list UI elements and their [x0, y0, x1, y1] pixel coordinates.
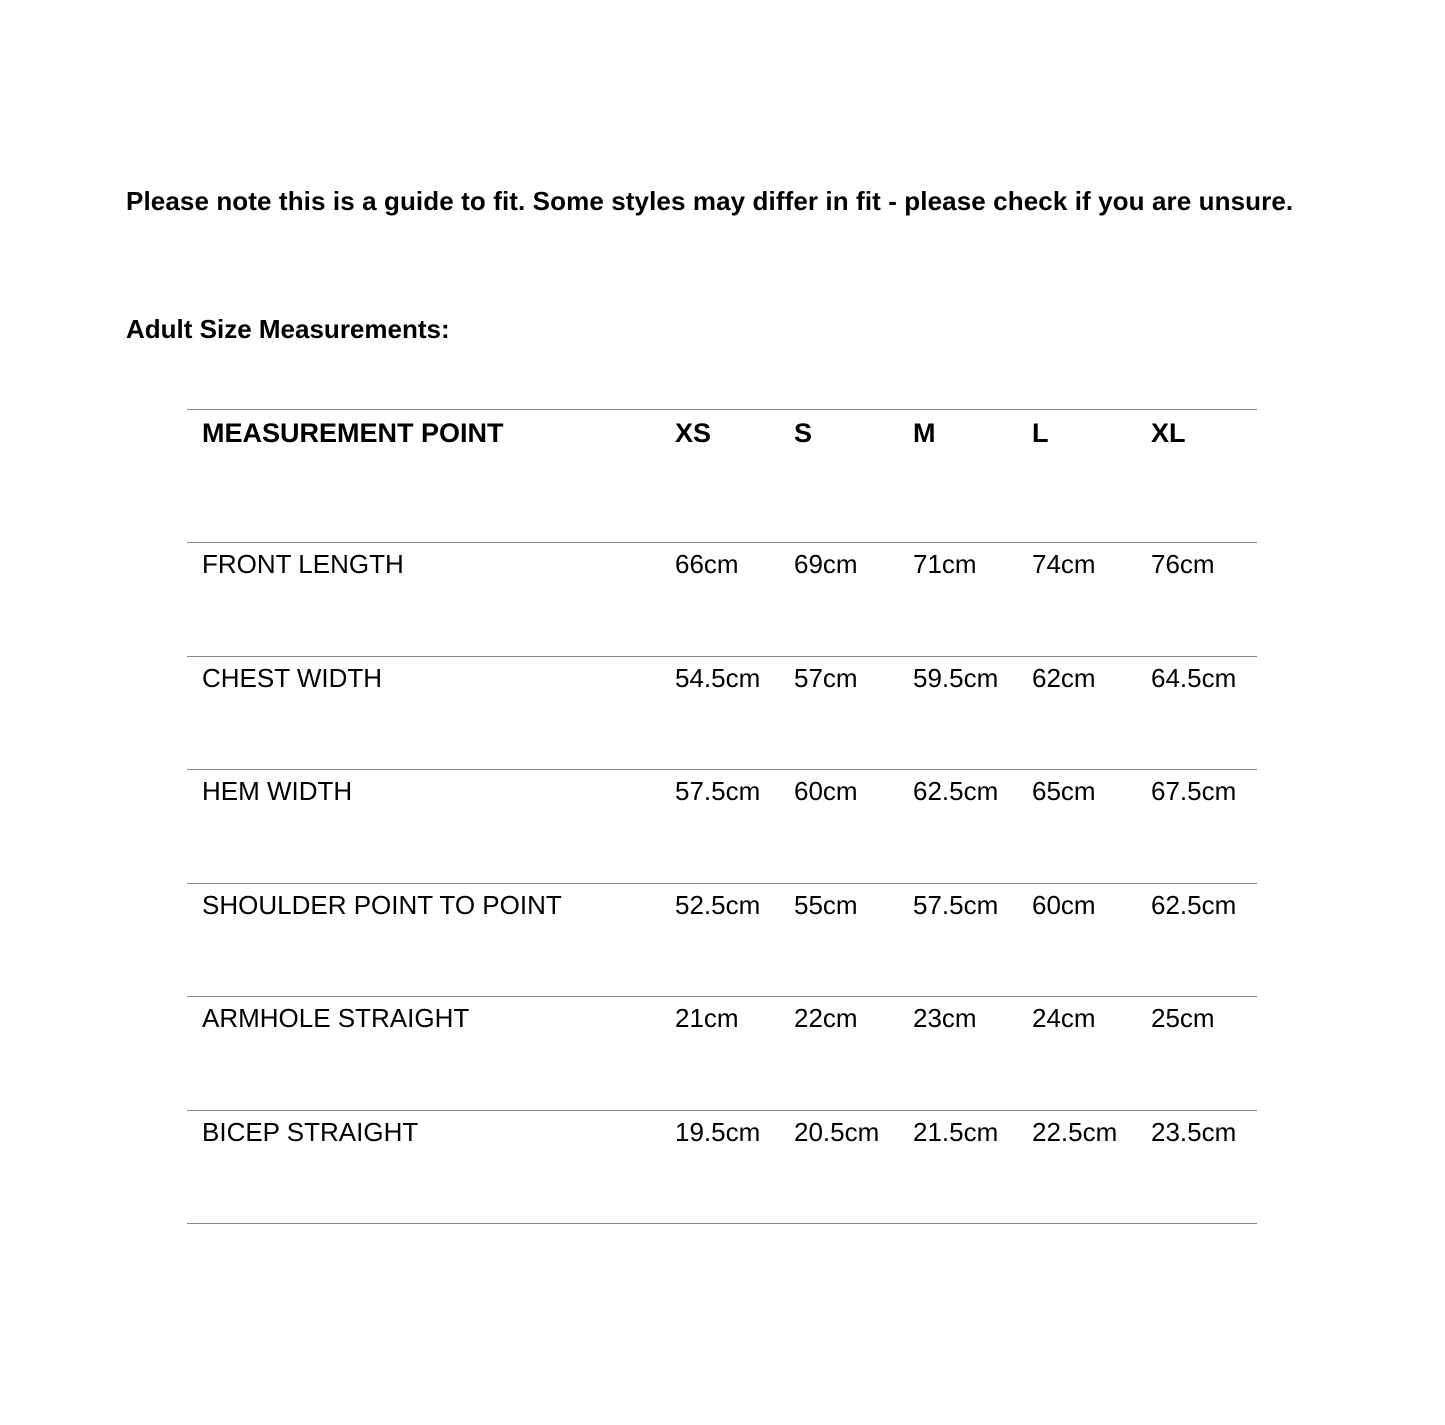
table-header-row	[187, 410, 1257, 543]
cell-m: 23cm	[913, 1003, 977, 1033]
table-row	[187, 656, 1257, 770]
size-measurement-table	[187, 409, 1257, 1224]
cell-xl: 62.5cm	[1151, 889, 1237, 920]
header-size-xs: XS	[675, 418, 712, 448]
row-label: HEM WIDTH	[202, 776, 353, 806]
cell-s: 20.5cm	[794, 1116, 880, 1147]
fit-guide-note: Please note this is a guide to fit. Some styles may differ in fit - please check if you are unsure.	[126, 186, 1294, 216]
header-measurement-point: MEASUREMENT POINT	[202, 418, 504, 448]
header-size-l: L	[1032, 418, 1049, 448]
cell-xl: 25cm	[1151, 1003, 1215, 1033]
cell-xs: 54.5cm	[675, 662, 761, 693]
cell-m: 59.5cm	[913, 662, 999, 693]
table-row	[187, 883, 1257, 997]
table-row	[187, 543, 1257, 657]
cell-xl: 64.5cm	[1151, 662, 1237, 693]
cell-m: 21.5cm	[913, 1116, 999, 1147]
cell-l: 60cm	[1032, 889, 1096, 920]
row-label: SHOULDER POINT TO POINT	[202, 889, 562, 920]
cell-l: 65cm	[1032, 776, 1096, 806]
section-heading: Adult Size Measurements:	[126, 314, 450, 344]
cell-s: 22cm	[794, 1003, 858, 1033]
table-row	[187, 997, 1257, 1111]
header-size-m: M	[913, 418, 936, 448]
cell-xs: 57.5cm	[675, 776, 761, 806]
cell-l: 22.5cm	[1032, 1116, 1118, 1147]
row-label: ARMHOLE STRAIGHT	[202, 1003, 470, 1033]
cell-s: 69cm	[794, 549, 858, 579]
cell-s: 55cm	[794, 889, 858, 920]
cell-xl: 76cm	[1151, 549, 1215, 579]
cell-l: 62cm	[1032, 662, 1096, 693]
cell-s: 57cm	[794, 662, 858, 693]
row-label: FRONT LENGTH	[202, 549, 404, 579]
cell-xl: 23.5cm	[1151, 1116, 1237, 1147]
cell-xs: 21cm	[675, 1003, 739, 1033]
header-size-s: S	[794, 418, 813, 448]
header-size-xl: XL	[1151, 418, 1186, 448]
cell-s: 60cm	[794, 776, 858, 806]
row-label: BICEP STRAIGHT	[202, 1116, 419, 1147]
cell-m: 57.5cm	[913, 889, 999, 920]
cell-l: 24cm	[1032, 1003, 1096, 1033]
cell-xs: 19.5cm	[675, 1116, 761, 1147]
cell-m: 71cm	[913, 549, 977, 579]
table-row	[187, 770, 1257, 884]
table-row	[187, 1110, 1257, 1224]
cell-m: 62.5cm	[913, 776, 999, 806]
cell-xl: 67.5cm	[1151, 776, 1237, 806]
row-label: CHEST WIDTH	[202, 662, 383, 693]
cell-xs: 52.5cm	[675, 889, 761, 920]
cell-xs: 66cm	[675, 549, 739, 579]
cell-l: 74cm	[1032, 549, 1096, 579]
